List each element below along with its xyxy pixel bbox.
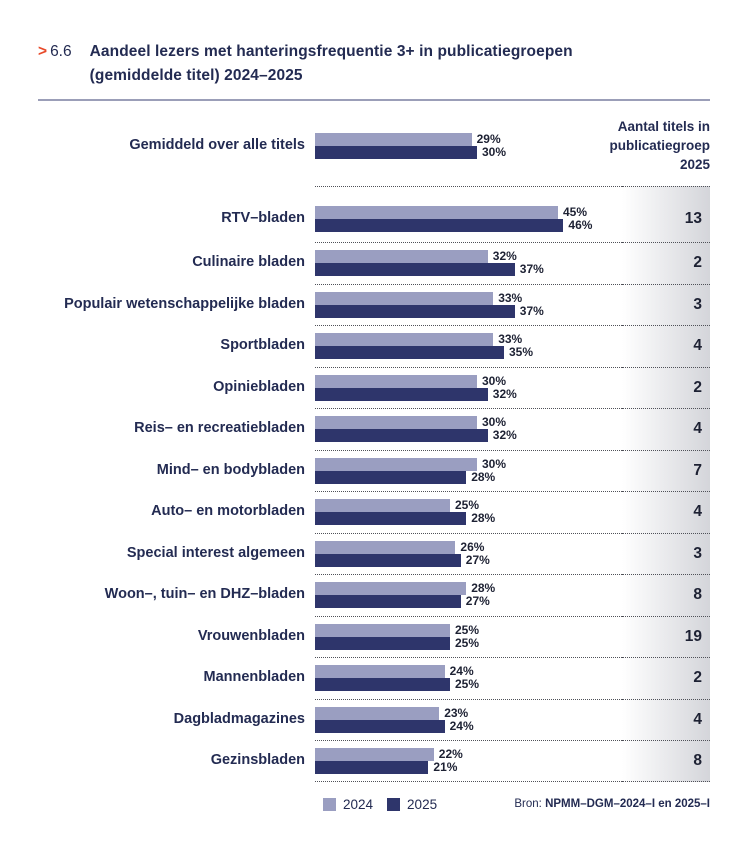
bar-group <box>315 574 622 616</box>
bar-group <box>315 533 622 575</box>
legend-item-2025 <box>387 797 437 812</box>
bar-line-2025 <box>315 761 622 774</box>
bar-line-2025 <box>315 429 622 442</box>
bar-line-2025 <box>315 637 622 650</box>
category-label: Dagbladmagazines <box>173 710 305 727</box>
bar-line-2024 <box>315 458 622 471</box>
figure-title <box>90 40 573 88</box>
bar-2025 <box>315 346 504 359</box>
bar-value-2024: 30% <box>482 373 507 388</box>
table-row <box>0 284 710 326</box>
bar-2024 <box>315 375 477 388</box>
figure-header <box>38 40 710 88</box>
bar-value-2025: 37% <box>519 262 544 277</box>
titles-column-header-line2: publicatiegroep <box>609 138 710 153</box>
bar-line-2024 <box>315 499 622 512</box>
bar-value-2024: 28% <box>471 581 496 596</box>
table-row <box>0 450 710 492</box>
titles-column-header-line1: Aantal titels in <box>617 119 710 134</box>
bar-2025 <box>315 512 466 525</box>
bar-2025 <box>315 429 488 442</box>
bar-group <box>315 699 622 741</box>
bar-group <box>315 657 622 699</box>
category-label: Vrouwenbladen <box>197 627 305 644</box>
avg-bar-2024 <box>315 133 472 146</box>
bar-line-2025 <box>315 263 622 276</box>
bar-group <box>315 740 622 782</box>
average-row <box>0 101 710 186</box>
bar-group <box>315 367 622 409</box>
titles-count: 2 <box>622 657 710 699</box>
bar-group <box>315 284 622 326</box>
bar-value-2024: 24% <box>449 664 474 679</box>
bar-value-2025: 27% <box>465 552 490 567</box>
bar-group <box>315 242 622 284</box>
bar-line-2024 <box>315 375 622 388</box>
bar-2025 <box>315 388 488 401</box>
titles-count: 3 <box>622 533 710 575</box>
bar-line-2025 <box>315 219 622 232</box>
table-row <box>0 616 710 658</box>
bar-line-2024 <box>315 292 622 305</box>
legend-label-2025: 2025 <box>407 796 438 812</box>
avg-bar-value-2024: 29% <box>476 132 501 146</box>
titles-count: 2 <box>622 367 710 409</box>
bar-value-2024: 33% <box>498 332 523 347</box>
titles-count: 2 <box>622 242 710 284</box>
bar-line-2024 <box>315 250 622 263</box>
titles-count: 4 <box>622 699 710 741</box>
titles-column-header <box>550 117 710 174</box>
table-row <box>0 408 710 450</box>
bar-line-2025 <box>315 678 622 691</box>
table-row <box>0 533 710 575</box>
legend-swatch-2025 <box>387 798 400 811</box>
bar-2024 <box>315 206 558 219</box>
bar-group <box>315 325 622 367</box>
bar-value-2024: 22% <box>438 746 463 761</box>
table-row <box>0 699 710 741</box>
table-row <box>0 367 710 409</box>
bar-line-2025 <box>315 512 622 525</box>
bar-line-2024 <box>315 624 622 637</box>
category-label: Woon–, tuin– en DHZ–bladen <box>104 586 305 603</box>
bar-value-2025: 37% <box>519 303 544 318</box>
bar-2025 <box>315 720 445 733</box>
table-row <box>0 657 710 699</box>
bar-line-2024 <box>315 541 622 554</box>
bar-2025 <box>315 637 450 650</box>
section-number: 6.6 <box>50 43 72 60</box>
legend <box>315 797 451 812</box>
bar-2024 <box>315 292 493 305</box>
table-row <box>0 186 710 242</box>
legend-label-2024: 2024 <box>343 796 374 812</box>
bar-value-2025: 24% <box>449 718 474 733</box>
titles-count: 8 <box>622 574 710 616</box>
bar-line-2025 <box>315 595 622 608</box>
bar-2025 <box>315 595 461 608</box>
bar-group <box>315 491 622 533</box>
bar-value-2025: 25% <box>455 677 480 692</box>
bar-2024 <box>315 250 488 263</box>
bar-value-2024: 30% <box>482 415 507 430</box>
bar-line-2024 <box>315 416 622 429</box>
table-row <box>0 574 710 616</box>
titles-count: 13 <box>622 186 710 242</box>
category-label: Culinaire bladen <box>192 254 305 271</box>
bar-2024 <box>315 665 445 678</box>
legend-swatch-2024 <box>323 798 336 811</box>
category-label: RTV–bladen <box>221 210 305 226</box>
bar-2024 <box>315 458 477 471</box>
bar-2025 <box>315 761 428 774</box>
source-prefix: Bron: <box>514 798 542 810</box>
category-label: Reis– en recreatiebladen <box>134 420 305 437</box>
bar-value-2024: 25% <box>455 498 480 513</box>
bar-value-2024: 26% <box>460 539 485 554</box>
titles-count: 8 <box>622 740 710 782</box>
bar-line-2025 <box>315 554 622 567</box>
table-row <box>0 325 710 367</box>
bar-2024 <box>315 333 493 346</box>
bar-2025 <box>315 678 450 691</box>
category-label: Mannenbladen <box>203 669 305 686</box>
source-note <box>514 798 710 810</box>
bar-2024 <box>315 624 450 637</box>
bar-group <box>315 616 622 658</box>
bar-2025 <box>315 554 461 567</box>
avg-bar-2025 <box>315 146 477 159</box>
category-label: Opiniebladen <box>213 378 305 395</box>
titles-count: 4 <box>622 325 710 367</box>
titles-count: 4 <box>622 408 710 450</box>
bar-value-2025: 25% <box>455 635 480 650</box>
bar-2024 <box>315 582 466 595</box>
bar-value-2025: 46% <box>568 218 593 232</box>
bar-value-2025: 32% <box>492 386 517 401</box>
bar-value-2025: 32% <box>492 428 517 443</box>
table-row <box>0 491 710 533</box>
bar-line-2025 <box>315 388 622 401</box>
bar-2024 <box>315 499 450 512</box>
bar-line-2025 <box>315 720 622 733</box>
category-label: Special interest algemeen <box>126 544 305 561</box>
titles-column-header-line3: 2025 <box>679 157 710 172</box>
bar-value-2024: 45% <box>563 205 588 219</box>
bar-line-2024 <box>315 333 622 346</box>
bar-value-2025: 21% <box>433 759 458 774</box>
bar-value-2024: 32% <box>492 249 517 264</box>
category-label: Auto– en motorbladen <box>151 503 305 520</box>
bar-value-2024: 30% <box>482 456 507 471</box>
legend-item-2024 <box>323 797 373 812</box>
titles-count: 19 <box>622 616 710 658</box>
chart-footer <box>315 797 710 812</box>
bar-value-2024: 25% <box>455 622 480 637</box>
bar-2025 <box>315 471 466 484</box>
bar-2024 <box>315 541 455 554</box>
bar-line-2024 <box>315 707 622 720</box>
bar-2025 <box>315 305 515 318</box>
section-chevron-icon: > <box>38 43 48 60</box>
avg-bar-value-2025: 30% <box>482 145 507 159</box>
bar-group <box>315 450 622 492</box>
bar-value-2025: 28% <box>471 469 496 484</box>
bar-2025 <box>315 263 515 276</box>
bar-value-2025: 27% <box>465 594 490 609</box>
average-row-label: Gemiddeld over alle titels <box>129 137 305 153</box>
chart-rows <box>0 186 710 782</box>
bar-2024 <box>315 748 434 761</box>
bar-line-2025 <box>315 471 622 484</box>
bar-2025 <box>315 219 563 232</box>
bar-line-2025 <box>315 305 622 318</box>
titles-count: 3 <box>622 284 710 326</box>
bar-value-2024: 23% <box>444 705 469 720</box>
figure-title-line2: (gemiddelde titel) 2024–2025 <box>89 67 303 84</box>
table-row <box>0 740 710 782</box>
bar-group <box>315 186 622 242</box>
bar-line-2025 <box>315 346 622 359</box>
bar-2024 <box>315 416 477 429</box>
bar-line-2024 <box>315 748 622 761</box>
bar-group <box>315 408 622 450</box>
titles-count: 7 <box>622 450 710 492</box>
titles-count: 4 <box>622 491 710 533</box>
bar-value-2025: 28% <box>471 511 496 526</box>
figure-title-line1: Aandeel lezers met hanteringsfrequentie 3+ in publicatiegroepen <box>89 43 573 60</box>
category-label: Populair wetenschappelijke bladen <box>64 295 305 312</box>
bar-value-2024: 33% <box>498 290 523 305</box>
category-label: Mind– en bodybladen <box>156 461 305 478</box>
bar-2024 <box>315 707 439 720</box>
source-text: NPMM–DGM–2024–I en 2025–I <box>545 798 710 810</box>
category-label: Gezinsbladen <box>210 752 305 769</box>
category-label: Sportbladen <box>220 337 305 354</box>
bar-value-2025: 35% <box>509 345 534 360</box>
table-row <box>0 242 710 284</box>
